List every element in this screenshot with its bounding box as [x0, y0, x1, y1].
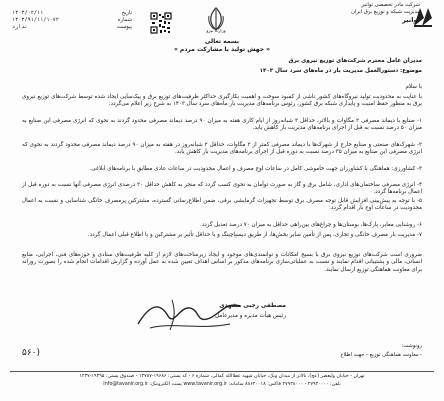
meta-row-attachment: [12, 24, 132, 31]
meta-date-label: تاریخ: [121, 10, 132, 16]
meta-attachment-value: ندارد: [12, 24, 28, 31]
subject-text: دستورالعمل مدیریت بار در ماه‌های سرد سال ۱۴۰۳: [259, 68, 399, 74]
directive-7: ۷- مدیریت بار مصرف خانگی و تجاری، پس از تأمین سایر بخش‌ها، از طریق دیسپاچینگ و با حداقل تأثیر بر مشترکین و با اطلاع قبلی اعمال گردد.: [87, 232, 422, 238]
footer-contact: تلفن: ۲۷۹۳۰۰۰۰ - ۲۷۹۳۸۰۰۰ فاکس: ۸۸۶۴۰۰۱۸ سامانه: www.tavanir.org.ir پست الکترونیک: Info@tavanir.org.ir: [103, 382, 341, 387]
qr-code-icon: [150, 12, 172, 34]
footer-address: تهران - خیابان ولیعصر (عج)، بالاتر از میدان ونک، خیابان شهید عطاالله کمالی، شماره ۶ - کد پستی: ۱۹۶۸۶-۱۳۷۸۷ - صندوق پستی: ۱۹۳۹۵-۱۴۳۷: [79, 374, 365, 379]
letter-meta: [12, 10, 132, 32]
meta-row-number: [12, 17, 132, 24]
directive-5: ۵- با توجه به پیش‌بینی افزایش قابل توجه مصرف برق توسط تجهیزات گرمایشی برقی، ضمن اطلاع‌رسانی گسترده، مشترکین پرمصرف خانگی شناسایی و نسبت به اعمال محدودیت در ساعات اوج بار اقدام گردد.: [22, 198, 422, 212]
handwritten-number: ۵۶۰): [22, 348, 41, 358]
addressee: مدیران عامل محترم شرکت‌های توزیع نیروی برق: [288, 58, 422, 64]
org-lines: [342, 2, 420, 15]
footer-divider: [10, 371, 434, 372]
org-line-2: مدیریت شبکه و توزیع برق ایران: [351, 8, 420, 15]
meta-number-value: ۱۴۰۳/۹۱/۱۱/۱۰۷۲: [12, 17, 59, 24]
org-name: توانیر: [402, 16, 420, 24]
greeting: با سلام: [405, 84, 422, 90]
closing-paragraph: ضروری است شرکت‌های توزیع نیروی برق با بسیج امکانات و توانمندی‌های موجود و ایجاد زیرساخت‌های لازم از کلیه ظرفیت‌های ستادی و حوزه‌های فنی، اجرایی، منابع انسانی، مالی و پشتیبانی اقدام نمایند و نسبت به عملیاتی‌سازی برنامه‌های مذکور بر اساس اهداف تعیین شده به عمل آورده و گزارش اقدامات انجام شده را بصورت روزانه برای معاونت هماهنگی توزیع ارسال نمایند.: [22, 252, 422, 273]
basmala: بسمه تعالی: [204, 38, 240, 45]
emblem-caption: وزارت نیرو: [206, 28, 226, 33]
copy-item: - معاونت هماهنگی توزیع - جهت اطلاع: [340, 352, 422, 358]
subject-label: موضوع:: [400, 68, 422, 74]
meta-attachment-label: پیوست: [116, 24, 132, 31]
meta-row-date: [12, 10, 132, 17]
directive-6: ۶- روشنایی معابر، پارک‌ها، بوستان‌ها و چراغ‌های بین‌راهی حداقل به میزان ۷۰ درصد تعدیل گردد.: [200, 222, 422, 228]
directive-4: ۴- انرژی مصرفی ساختمان‌های اداری، شامل برق و گاز به صورت توأمان به نحوی کسب گردد که منجر به کاهش حداقل ۲۰ درصدی انرژی مصرفی آنها نسبت به دوره قبل از اعمال برنامه‌ها گردد.: [22, 182, 422, 196]
directive-1: ۱- صنایع با دیماند مصرفی ۲ مگاوات و بالاتر، حداقل ۳ شبانه‌روز از ایام کاری هفته به میزان ۹۰ درصد دیماند مصرفی محدود گردند به نحوی که انرژی مصرفی این صنایع به میزان ۵۰ درصد نسبت به قبل از اجرای برنامه‌های مدیریت بار کاهش یابد.: [22, 118, 422, 132]
intro-paragraph: با عنایت به محدودیت تولید نیروگاه‌های کشور ناشی از کمبود سوخت و اهمیت بکارگیری حداکثر ظرفیت‌های توزیع برق و پیک‌سایی ایجاد شده توسط شرکت‌های توزیع نیروی برق به منظور حفظ امنیت و پایداری شبکه برق کشور، رئوس برنامه‌های مدیریت بار ماه‌های سرد سال ۱۴۰۳ به شرح زیر اعلام می‌گردد:: [22, 94, 422, 108]
slogan: « جهش تولید با مشارکت مردم »: [173, 46, 271, 53]
directive-2: ۲- شهرک‌های صنعتی و صنایع خارج از شهرک‌ها با دیماند مصرفی کمتر از ۲ مگاوات، حداقل ۲ شبانه‌روز در هفته به میزان ۹۰ درصد دیماند مصرفی محدود گردند به نحوی که انرژی مصرفی این صنایع به میزان ۳۵ درصد نسبت به دوره قبل از اجرای برنامه‌های مدیریت بار کاهش یابد.: [22, 142, 422, 156]
directive-3: ۳- کشاورزی: هماهنگی با کشاورزان جهت خاموشی کامل در ساعات اوج مصرف و اعمال محدودیت در ساعات عادی مطابق با برنامه‌های ابلاغی.: [89, 166, 422, 172]
meta-number-label: شماره: [117, 17, 132, 24]
copy-label: رونوشت:: [401, 343, 422, 349]
meta-date-value: ۱۴۰۳/۰۲/۱۱: [12, 10, 44, 16]
subject-line: [22, 68, 422, 75]
signatory-title: رئیس هیأت مدیره و مدیرعامل: [215, 313, 286, 319]
signatory-name: مصطفی رجبی مشهدی: [219, 303, 286, 309]
org-line-1: شرکت مادر تخصصی توانیر: [361, 2, 420, 8]
